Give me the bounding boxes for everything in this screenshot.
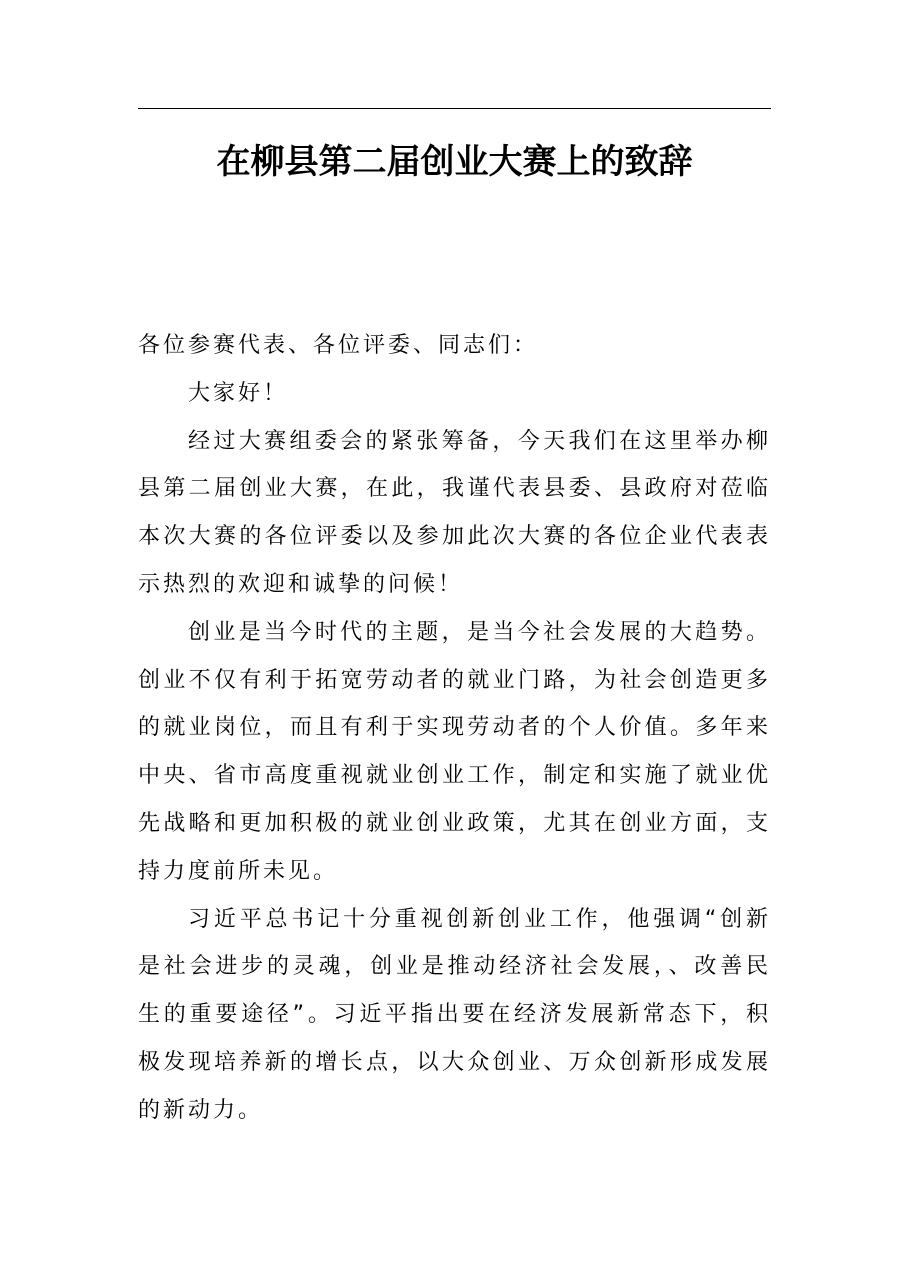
document-body	[138, 322, 771, 1135]
salutation: 各位参赛代表、各位评委、同志们：	[138, 333, 539, 358]
paragraph-innovation: 习近平总书记十分重视创新创业工作，他强调“创新是社会进步的灵魂，创业是推动经济社会发展，、改善民生的重要途径”。习近平指出要在经济发展新常态下，积极发现培养新的增长点，以大众创业、万众创新形成发展的新动力。	[138, 906, 771, 1123]
paragraph-greeting: 大家好！	[188, 380, 289, 406]
paragraph-entrepreneurship: 创业是当今时代的主题，是当今社会发展的大趋势。创业不仅有利于拓宽劳动者的就业门路，为社会创造更多的就业岗位，而且有利于实现劳动者的个人价值。多年来中央、省市高度重视就业创业工作，制定和实施了就业优先战略和更加积极的就业创业政策，尤其在创业方面，支持力度前所未见。	[138, 619, 771, 884]
header-rule	[138, 108, 771, 109]
document-title: 在柳县第二届创业大赛上的致辞	[216, 142, 693, 182]
paragraph-welcome: 经过大赛组委会的紧张筹备，今天我们在这里举办柳县第二届创业大赛，在此，我谨代表县委、县政府对莅临本次大赛的各位评委以及参加此次大赛的各位企业代表表示热烈的欢迎和诚挚的问候！	[138, 428, 771, 597]
